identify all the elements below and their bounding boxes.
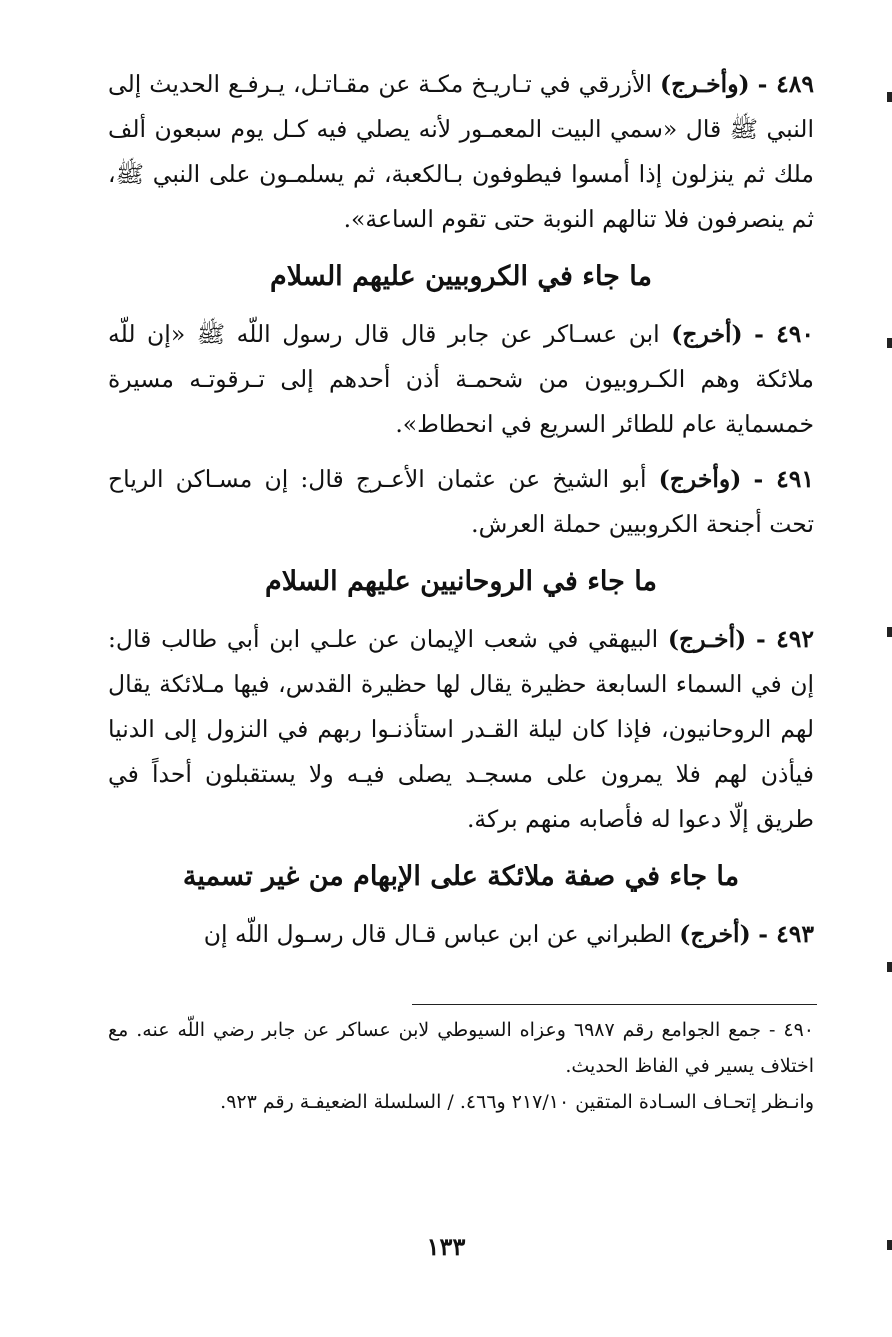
footnote-divider — [412, 1004, 817, 1005]
hadith-text: أبو الشيخ عن عثمان الأعـرج قال: إن مسـاكن الرياح تحت أجنحة الكروبيين حملة العرش. — [108, 465, 814, 538]
hadith-text: الأزرقي في تـاريـخ مكـة عن مقـاتـل، يـرفـع الحديث إلى النبي ﷺ قال «سمي البيت المعمـور لأنه يصلي فيه كـل يوم سبعون ألف ملك ثم ينزلون إذا أمسوا فيطوفون بـالكعبة، ثم يسلمـون على النبي ﷺ، ثم ينصرفون فلا تنالهم النوبة حتى تقوم الساعة». — [108, 70, 814, 233]
hadith-text: الطبراني عن ابن عباس قـال قال رسـول اللّه إن — [203, 920, 680, 948]
section-heading-angels-description: ما جاء في صفة ملائكة على الإبهام من غير تسمية — [182, 861, 740, 892]
edge-mark — [887, 92, 892, 102]
paragraph-490 — [108, 312, 814, 447]
hadith-text: البيهقي في شعب الإيمان عن علـي ابن أبي طالب قال: إن في السماء السابعة حظيرة يقال لها حظيرة القدس، فيها مـلائكة يقال لهم الروحانيون، فإذا كان ليلة القـدر استأذنـوا ربهم في النزول إلى الدنيا فيأذن لهم فلا يمرون على مسجـد يصلى فيـه ولا يستقبلون أحداً في طريق إلّا دعوا له فأصابه منهم بركة. — [108, 625, 814, 833]
section-heading-ruhaniyyin: ما جاء في الروحانيين عليهم السلام — [265, 566, 657, 597]
paragraph-489 — [108, 62, 814, 242]
footnotes — [108, 1012, 814, 1120]
hadith-number: ٤٩٠ - — [754, 320, 814, 348]
hadith-number: ٤٩٢ - — [755, 625, 814, 653]
edge-mark — [887, 338, 892, 348]
hadith-number: ٤٨٩ - — [757, 70, 814, 98]
hadith-lead: (وأخـرج) — [660, 70, 750, 98]
hadith-lead: (وأخرج) — [658, 465, 742, 493]
hadith-text: ابن عسـاكر عن جابر قال قال رسول اللّه ﷺ «إن للّه ملائكة وهم الكـروبيون من شحمـة أذن أحدهم إلى تـرقوتـه مسيرة خمسماية عام للطائر السريع في انحطاط». — [108, 320, 814, 438]
paragraph-493 — [108, 912, 814, 957]
hadith-lead: (أخـرج) — [667, 625, 747, 653]
hadith-lead: (أخرج) — [679, 920, 751, 948]
hadith-number: ٤٩١ - — [753, 465, 814, 493]
footnote-references: وانـظر إتحـاف السـادة المتقين ٢١٧/١٠ و٤٦٦. / السلسلة الضعيفـة رقم ٩٢٣. — [220, 1091, 814, 1113]
page-body — [108, 62, 814, 967]
paragraph-491 — [108, 457, 814, 547]
edge-mark — [887, 627, 892, 637]
edge-mark — [887, 962, 892, 972]
page-number: ١٣٣ — [426, 1232, 466, 1261]
section-heading-karubiyyin: ما جاء في الكروبيين عليهم السلام — [270, 261, 652, 292]
edge-mark — [887, 1240, 892, 1250]
hadith-number: ٤٩٣ - — [758, 920, 814, 948]
hadith-lead: (أخرج) — [671, 320, 743, 348]
footnote-490: ٤٩٠ - جمع الجوامع رقم ٦٩٨٧ وعزاه السيوطي لابن عساكر عن جابر رضي اللّه عنه. مع اختلاف يسير في الفاظ الحديث. — [108, 1019, 814, 1077]
paragraph-492 — [108, 617, 814, 842]
